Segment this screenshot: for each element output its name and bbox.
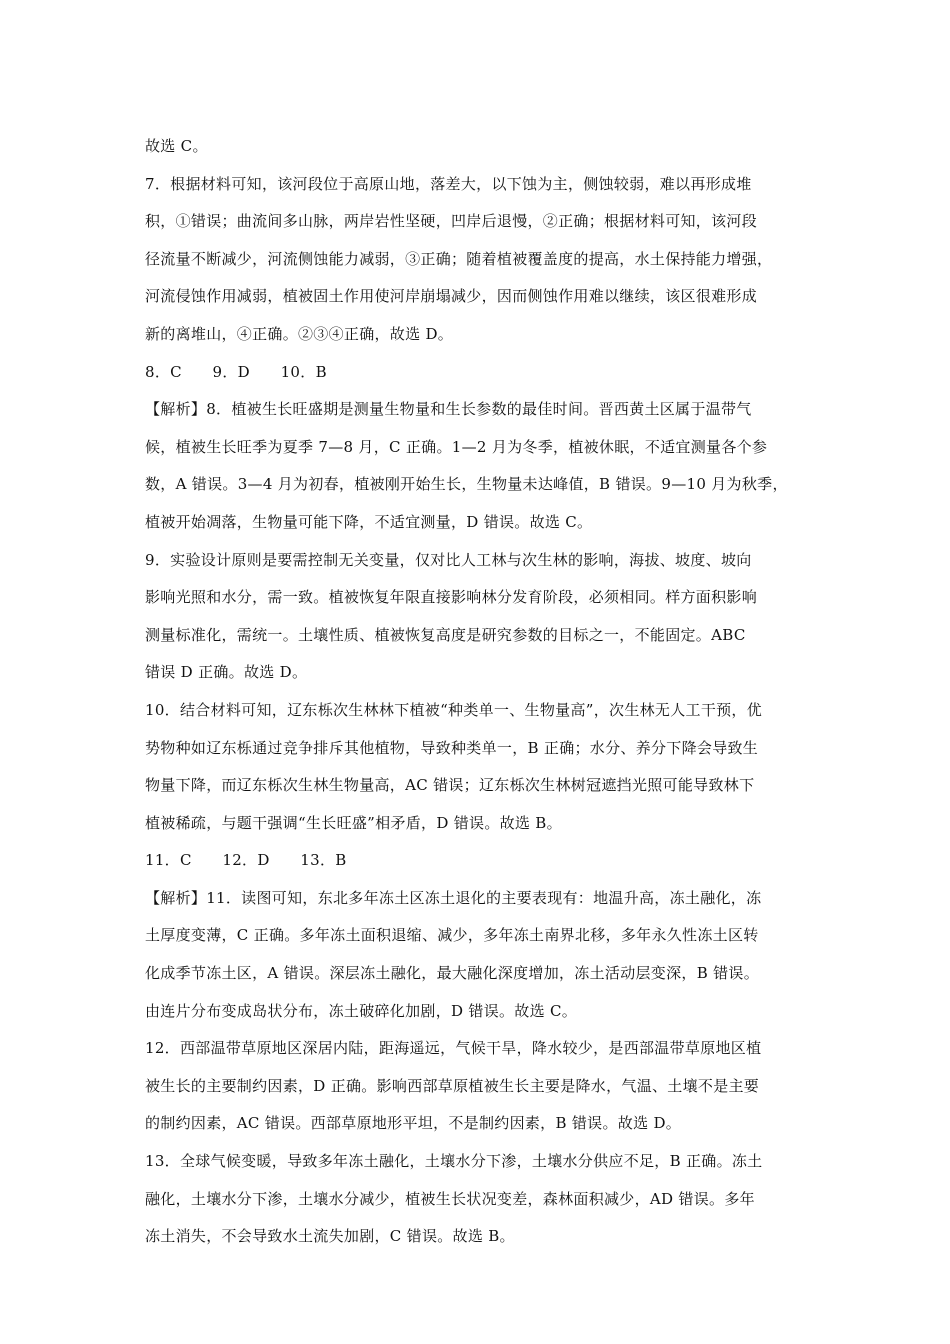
document-page bbox=[145, 128, 835, 1256]
text-line: 冻土消失，不会导致水土流失加剧，C 错误。故选 B。 bbox=[145, 1227, 515, 1246]
text-line: 7．根据材料可知，该河段位于高原山地，落差大，以下蚀为主，侧蚀较弱，难以再形成堆 bbox=[145, 174, 752, 193]
text-line: 植被稀疏，与题干强调“生长旺盛”相矛盾，D 错误。故选 B。 bbox=[145, 813, 562, 832]
text-line: 化成季节冻土区，A 错误。深层冻土融化，最大融化深度增加，冻土活动层变深，B 错误。 bbox=[145, 964, 759, 983]
text-line: 【解析】11．读图可知，东北多年冻土区冻土退化的主要表现有：地温升高，冻土融化，冻 bbox=[145, 888, 762, 907]
text-line: 【解析】8．植被生长旺盛期是测量生物量和生长参数的最佳时间。晋西黄土区属于温带气 bbox=[145, 400, 752, 419]
text-line: 物量下降，而辽东栎次生林生物量高，AC 错误；辽东栎次生林树冠遮挡光照可能导致林下 bbox=[145, 776, 755, 795]
text-line: 10．结合材料可知，辽东栎次生林林下植被“种类单一、生物量高”，次生林无人工干预，优 bbox=[145, 700, 763, 719]
text-line: 河流侵蚀作用减弱，植被固土作用使河岸崩塌减少，因而侧蚀作用难以继续，该区很难形成 bbox=[145, 287, 758, 306]
answer-line: 11．C 12．D 13．B bbox=[145, 851, 347, 870]
answer-line: 8．C 9．D 10．B bbox=[145, 362, 327, 381]
text-line: 测量标准化，需统一。土壤性质、植被恢复高度是研究参数的目标之一，不能固定。ABC bbox=[145, 625, 746, 644]
text-line: 径流量不断减少，河流侧蚀能力减弱，③正确；随着植被覆盖度的提高，水土保持能力增强， bbox=[145, 249, 773, 268]
text-line: 融化，土壤水分下渗，土壤水分减少，植被生长状况变差，森林面积减少，AD 错误。多年 bbox=[145, 1189, 755, 1208]
text-line: 积，①错误；曲流间多山脉，两岸岩性坚硬，凹岸后退慢，②正确；根据材料可知，该河段 bbox=[145, 212, 758, 231]
text-line: 13．全球气候变暖，导致多年冻土融化，土壤水分下渗，土壤水分供应不足，B 正确。冻土 bbox=[145, 1152, 763, 1171]
text-line: 12．西部温带草原地区深居内陆，距海遥远，气候干旱，降水较少，是西部温带草原地区植 bbox=[145, 1039, 762, 1058]
text-line: 势物种如辽东栎通过竞争排斥其他植物，导致种类单一，B 正确；水分、养分下降会导致生 bbox=[145, 738, 759, 757]
text-line: 被生长的主要制约因素，D 正确。影响西部草原植被生长主要是降水，气温、土壤不是主要 bbox=[145, 1076, 760, 1095]
text-line: 植被开始凋落，生物量可能下降，不适宜测量，D 错误。故选 C。 bbox=[145, 512, 593, 531]
text-line: 故选 C。 bbox=[145, 137, 208, 155]
text-line: 新的离堆山，④正确。②③④正确，故选 D。 bbox=[145, 324, 454, 343]
text-line: 错误 D 正确。故选 D。 bbox=[145, 663, 308, 682]
text-line: 由连片分布变成岛状分布，冻土破碎化加剧，D 错误。故选 C。 bbox=[145, 1001, 578, 1020]
text-line: 影响光照和水分，需一致。植被恢复年限直接影响林分发育阶段，必须相同。样方面积影响 bbox=[145, 588, 758, 607]
text-line: 候，植被生长旺季为夏季 7—8 月，C 正确。1—2 月为冬季，植被休眠，不适宜测量各个参 bbox=[145, 437, 768, 456]
text-line: 数，A 错误。3—4 月为初春，植被刚开始生长，生物量未达峰值，B 错误。9—10 月为秋季， bbox=[145, 475, 788, 494]
text-line: 的制约因素，AC 错误。西部草原地形平坦，不是制约因素，B 错误。故选 D。 bbox=[145, 1114, 682, 1133]
text-line: 9．实验设计原则是要需控制无关变量，仅对比人工林与次生林的影响，海拔、坡度、坡向 bbox=[145, 550, 752, 569]
text-line: 土厚度变薄，C 正确。多年冻土面积退缩、减少，多年冻土南界北移，多年永久性冻土区转 bbox=[145, 926, 759, 945]
